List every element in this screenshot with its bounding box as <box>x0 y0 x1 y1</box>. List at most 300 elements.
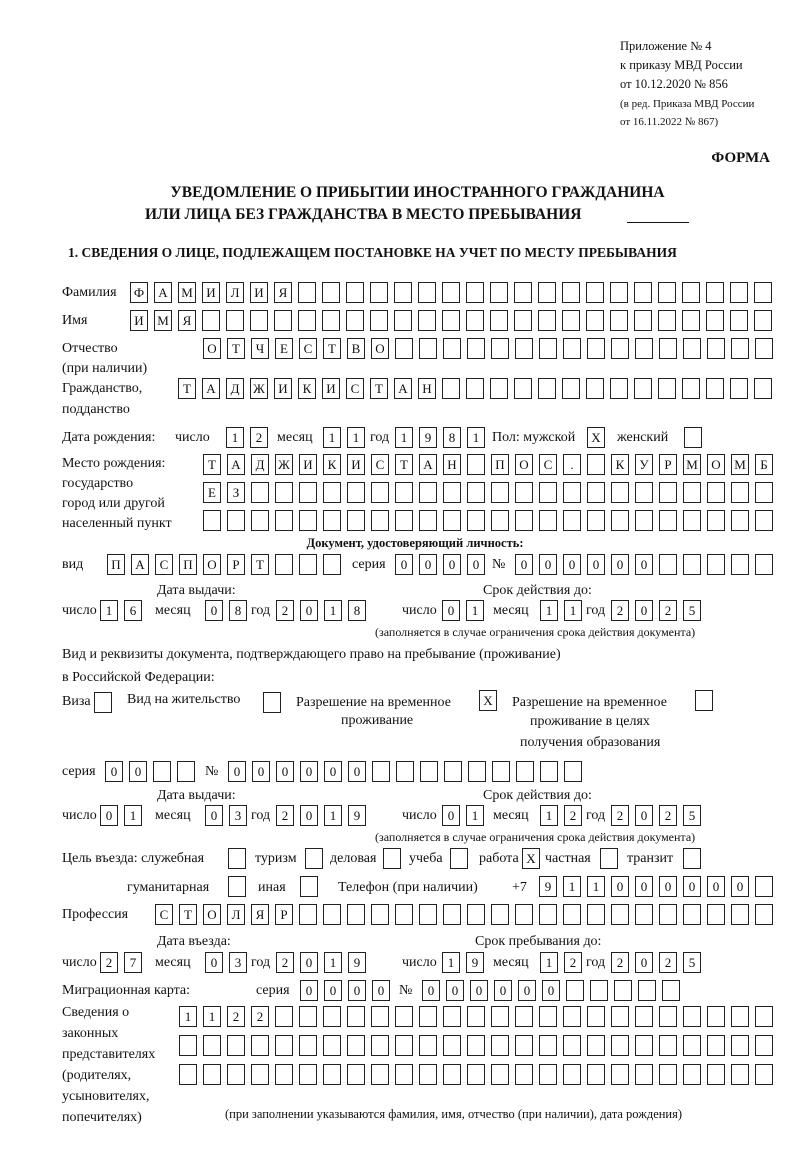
char-box[interactable]: 0 <box>324 980 342 1001</box>
char-box[interactable]: Л <box>226 282 244 303</box>
char-box[interactable]: М <box>683 454 701 475</box>
char-box[interactable] <box>707 510 725 531</box>
char-box[interactable] <box>635 1064 653 1085</box>
char-box[interactable] <box>323 904 341 925</box>
char-box[interactable] <box>755 904 773 925</box>
char-box[interactable]: 0 <box>419 554 437 575</box>
char-box[interactable] <box>707 1006 725 1027</box>
char-box[interactable] <box>683 510 701 531</box>
char-box[interactable] <box>731 338 749 359</box>
char-box[interactable]: 1 <box>323 427 341 448</box>
char-box[interactable]: О <box>707 454 725 475</box>
char-box[interactable]: 0 <box>470 980 488 1001</box>
char-box[interactable] <box>659 338 677 359</box>
char-box[interactable]: 1 <box>540 600 558 621</box>
char-box[interactable] <box>586 282 604 303</box>
char-box[interactable] <box>275 482 293 503</box>
char-box[interactable] <box>323 482 341 503</box>
char-box[interactable]: 0 <box>515 554 533 575</box>
char-box[interactable]: И <box>322 378 340 399</box>
char-box[interactable] <box>467 1064 485 1085</box>
char-box[interactable] <box>371 1035 389 1056</box>
char-box[interactable]: 0 <box>611 554 629 575</box>
char-box[interactable]: 0 <box>276 761 294 782</box>
char-box[interactable] <box>659 904 677 925</box>
char-box[interactable]: 1 <box>203 1006 221 1027</box>
char-box[interactable] <box>662 980 680 1001</box>
char-box[interactable] <box>755 482 773 503</box>
char-box[interactable]: Т <box>178 378 196 399</box>
char-box[interactable] <box>731 904 749 925</box>
char-box[interactable] <box>707 1064 725 1085</box>
char-box[interactable] <box>587 454 605 475</box>
char-box[interactable]: 9 <box>348 952 366 973</box>
char-box[interactable] <box>274 310 292 331</box>
char-box[interactable]: 3 <box>229 952 247 973</box>
char-box[interactable] <box>443 904 461 925</box>
char-box[interactable] <box>563 1064 581 1085</box>
char-box[interactable]: Я <box>178 310 196 331</box>
char-box[interactable] <box>635 904 653 925</box>
place-type-blank[interactable] <box>627 222 689 223</box>
char-box[interactable] <box>250 310 268 331</box>
char-box[interactable] <box>395 1006 413 1027</box>
char-box[interactable] <box>227 1035 245 1056</box>
char-box[interactable] <box>299 1035 317 1056</box>
char-box[interactable] <box>610 282 628 303</box>
char-box[interactable] <box>323 554 341 575</box>
char-box[interactable] <box>587 904 605 925</box>
char-box[interactable]: 0 <box>300 952 318 973</box>
char-box[interactable] <box>450 848 468 869</box>
char-box[interactable] <box>566 980 584 1001</box>
char-box[interactable] <box>419 904 437 925</box>
char-box[interactable] <box>251 510 269 531</box>
char-box[interactable]: 0 <box>635 554 653 575</box>
char-box[interactable] <box>202 310 220 331</box>
char-box[interactable] <box>466 282 484 303</box>
char-box[interactable] <box>683 554 701 575</box>
char-box[interactable]: 2 <box>227 1006 245 1027</box>
char-box[interactable] <box>707 904 725 925</box>
char-box[interactable] <box>419 1006 437 1027</box>
char-box[interactable]: 8 <box>443 427 461 448</box>
char-box[interactable] <box>731 1006 749 1027</box>
char-box[interactable] <box>730 310 748 331</box>
char-box[interactable]: 0 <box>518 980 536 1001</box>
char-box[interactable] <box>707 1035 725 1056</box>
char-box[interactable] <box>466 310 484 331</box>
char-box[interactable]: 2 <box>100 952 118 973</box>
char-box[interactable]: 1 <box>179 1006 197 1027</box>
char-box[interactable] <box>347 1035 365 1056</box>
char-box[interactable]: В <box>347 338 365 359</box>
char-box[interactable] <box>251 1064 269 1085</box>
char-box[interactable]: О <box>203 554 221 575</box>
char-box[interactable] <box>539 1035 557 1056</box>
char-box[interactable] <box>600 848 618 869</box>
char-box[interactable] <box>683 848 701 869</box>
char-box[interactable] <box>515 510 533 531</box>
char-box[interactable]: С <box>299 338 317 359</box>
char-box[interactable] <box>203 510 221 531</box>
char-box[interactable]: 2 <box>276 600 294 621</box>
char-box[interactable]: 0 <box>348 980 366 1001</box>
char-box[interactable] <box>323 510 341 531</box>
char-box[interactable] <box>490 310 508 331</box>
char-box[interactable]: 1 <box>467 427 485 448</box>
char-box[interactable]: 2 <box>659 805 677 826</box>
char-box[interactable] <box>730 282 748 303</box>
char-box[interactable]: 0 <box>228 761 246 782</box>
char-box[interactable]: 1 <box>442 952 460 973</box>
char-box[interactable]: 0 <box>635 805 653 826</box>
char-box[interactable]: А <box>227 454 245 475</box>
char-box[interactable] <box>514 282 532 303</box>
char-box[interactable]: И <box>202 282 220 303</box>
char-box[interactable] <box>323 1035 341 1056</box>
char-box[interactable] <box>467 454 485 475</box>
char-box[interactable] <box>299 554 317 575</box>
char-box[interactable] <box>298 282 316 303</box>
char-box[interactable] <box>707 338 725 359</box>
char-box[interactable] <box>563 510 581 531</box>
char-box[interactable] <box>755 510 773 531</box>
char-box[interactable] <box>659 1064 677 1085</box>
char-box[interactable] <box>634 282 652 303</box>
char-box[interactable]: 0 <box>542 980 560 1001</box>
char-box[interactable] <box>347 510 365 531</box>
char-box[interactable] <box>420 761 438 782</box>
char-box[interactable] <box>586 378 604 399</box>
char-box[interactable] <box>275 510 293 531</box>
char-box[interactable]: 0 <box>395 554 413 575</box>
char-box[interactable] <box>539 1006 557 1027</box>
char-box[interactable] <box>491 1035 509 1056</box>
char-box[interactable] <box>755 1006 773 1027</box>
char-box[interactable] <box>227 1064 245 1085</box>
char-box[interactable] <box>515 1064 533 1085</box>
char-box[interactable] <box>515 338 533 359</box>
char-box[interactable]: Я <box>251 904 269 925</box>
char-box[interactable] <box>515 904 533 925</box>
char-box[interactable] <box>539 482 557 503</box>
char-box[interactable]: 9 <box>466 952 484 973</box>
char-box[interactable]: 2 <box>659 952 677 973</box>
char-box[interactable] <box>419 510 437 531</box>
char-box[interactable] <box>706 378 724 399</box>
char-box[interactable] <box>731 1035 749 1056</box>
char-box[interactable]: 8 <box>229 600 247 621</box>
char-box[interactable]: 0 <box>324 761 342 782</box>
char-box[interactable]: 0 <box>539 554 557 575</box>
char-box[interactable]: 9 <box>419 427 437 448</box>
char-box[interactable]: 2 <box>251 1006 269 1027</box>
char-box[interactable] <box>323 1006 341 1027</box>
char-box[interactable]: С <box>155 904 173 925</box>
char-box[interactable]: 2 <box>611 600 629 621</box>
char-box[interactable]: 0 <box>205 805 223 826</box>
char-box[interactable] <box>323 1064 341 1085</box>
char-box[interactable] <box>179 1064 197 1085</box>
char-box[interactable]: 1 <box>563 876 581 897</box>
char-box[interactable] <box>371 482 389 503</box>
char-box[interactable] <box>346 282 364 303</box>
char-box[interactable]: 0 <box>563 554 581 575</box>
char-box[interactable] <box>586 310 604 331</box>
char-box[interactable] <box>658 378 676 399</box>
char-box[interactable] <box>635 1006 653 1027</box>
char-box[interactable] <box>490 378 508 399</box>
char-box[interactable]: А <box>394 378 412 399</box>
char-box[interactable] <box>371 510 389 531</box>
char-box[interactable] <box>706 310 724 331</box>
char-box[interactable] <box>754 310 772 331</box>
char-box[interactable]: С <box>539 454 557 475</box>
char-box[interactable] <box>94 692 112 713</box>
char-box[interactable]: 1 <box>466 805 484 826</box>
char-box[interactable]: 0 <box>443 554 461 575</box>
char-box[interactable] <box>442 378 460 399</box>
char-box[interactable]: О <box>515 454 533 475</box>
char-box[interactable] <box>538 282 556 303</box>
char-box[interactable] <box>563 482 581 503</box>
char-box[interactable] <box>563 904 581 925</box>
char-box[interactable]: 1 <box>540 805 558 826</box>
char-box[interactable]: О <box>203 904 221 925</box>
char-box[interactable] <box>515 1006 533 1027</box>
char-box[interactable]: 1 <box>324 805 342 826</box>
char-box[interactable] <box>731 482 749 503</box>
char-box[interactable]: 1 <box>540 952 558 973</box>
char-box[interactable] <box>515 482 533 503</box>
char-box[interactable]: 2 <box>611 952 629 973</box>
char-box[interactable] <box>203 1035 221 1056</box>
char-box[interactable] <box>590 980 608 1001</box>
char-box[interactable] <box>587 1006 605 1027</box>
char-box[interactable]: Т <box>251 554 269 575</box>
char-box[interactable]: Т <box>179 904 197 925</box>
char-box[interactable]: С <box>371 454 389 475</box>
char-box[interactable]: 1 <box>564 600 582 621</box>
char-box[interactable] <box>442 310 460 331</box>
char-box[interactable]: 0 <box>635 952 653 973</box>
char-box[interactable] <box>516 761 534 782</box>
char-box[interactable]: Т <box>395 454 413 475</box>
char-box[interactable] <box>614 980 632 1001</box>
char-box[interactable] <box>227 510 245 531</box>
char-box[interactable]: Ф <box>130 282 148 303</box>
char-box[interactable] <box>467 904 485 925</box>
char-box[interactable] <box>299 1064 317 1085</box>
char-box[interactable]: 2 <box>611 805 629 826</box>
char-box[interactable] <box>539 510 557 531</box>
char-box[interactable] <box>539 338 557 359</box>
char-box[interactable] <box>305 848 323 869</box>
char-box[interactable]: 2 <box>659 600 677 621</box>
char-box[interactable] <box>492 761 510 782</box>
char-box[interactable] <box>564 761 582 782</box>
char-box[interactable]: . <box>563 454 581 475</box>
char-box[interactable]: Т <box>323 338 341 359</box>
char-box[interactable]: К <box>323 454 341 475</box>
char-box[interactable] <box>371 904 389 925</box>
char-box[interactable]: Т <box>227 338 245 359</box>
char-box[interactable] <box>300 876 318 897</box>
char-box[interactable]: 0 <box>467 554 485 575</box>
char-box[interactable] <box>371 1006 389 1027</box>
char-box[interactable] <box>658 282 676 303</box>
char-box[interactable]: 0 <box>252 761 270 782</box>
char-box[interactable]: Т <box>370 378 388 399</box>
char-box[interactable]: 0 <box>635 876 653 897</box>
char-box[interactable]: 0 <box>300 980 318 1001</box>
char-box[interactable] <box>395 1064 413 1085</box>
char-box[interactable] <box>466 378 484 399</box>
char-box[interactable] <box>467 482 485 503</box>
char-box[interactable] <box>467 338 485 359</box>
char-box[interactable]: 5 <box>683 805 701 826</box>
char-box[interactable] <box>611 904 629 925</box>
char-box[interactable]: 5 <box>683 952 701 973</box>
char-box[interactable]: 0 <box>442 600 460 621</box>
char-box[interactable]: 1 <box>587 876 605 897</box>
char-box[interactable]: 0 <box>442 805 460 826</box>
char-box[interactable] <box>491 1064 509 1085</box>
char-box[interactable]: Н <box>418 378 436 399</box>
char-box[interactable] <box>298 310 316 331</box>
char-box[interactable]: 2 <box>276 805 294 826</box>
char-box[interactable] <box>611 510 629 531</box>
char-box[interactable] <box>659 1006 677 1027</box>
char-box[interactable]: У <box>635 454 653 475</box>
char-box[interactable] <box>275 1064 293 1085</box>
char-box[interactable] <box>707 554 725 575</box>
char-box[interactable]: 0 <box>659 876 677 897</box>
char-box[interactable] <box>394 310 412 331</box>
char-box[interactable]: 9 <box>539 876 557 897</box>
char-box[interactable] <box>587 1035 605 1056</box>
char-box[interactable] <box>443 1006 461 1027</box>
char-box[interactable] <box>370 282 388 303</box>
char-box[interactable] <box>562 282 580 303</box>
char-box[interactable]: 1 <box>466 600 484 621</box>
char-box[interactable]: 0 <box>731 876 749 897</box>
char-box[interactable]: И <box>299 454 317 475</box>
char-box[interactable] <box>347 1064 365 1085</box>
char-box[interactable]: 2 <box>250 427 268 448</box>
char-box[interactable] <box>346 310 364 331</box>
char-box[interactable] <box>754 378 772 399</box>
char-box[interactable] <box>659 482 677 503</box>
char-box[interactable]: 2 <box>564 805 582 826</box>
char-box[interactable] <box>419 1064 437 1085</box>
char-box[interactable] <box>153 761 171 782</box>
char-box[interactable] <box>659 510 677 531</box>
char-box[interactable]: 3 <box>229 805 247 826</box>
char-box[interactable] <box>755 876 773 897</box>
char-box[interactable] <box>755 1064 773 1085</box>
char-box[interactable] <box>754 282 772 303</box>
char-box[interactable]: X <box>479 690 497 711</box>
char-box[interactable] <box>587 482 605 503</box>
char-box[interactable] <box>683 1035 701 1056</box>
char-box[interactable] <box>177 761 195 782</box>
char-box[interactable] <box>538 378 556 399</box>
char-box[interactable] <box>538 310 556 331</box>
char-box[interactable]: С <box>155 554 173 575</box>
char-box[interactable] <box>562 310 580 331</box>
char-box[interactable] <box>203 1064 221 1085</box>
char-box[interactable] <box>491 510 509 531</box>
char-box[interactable] <box>682 378 700 399</box>
char-box[interactable] <box>611 1064 629 1085</box>
char-box[interactable] <box>635 338 653 359</box>
char-box[interactable]: X <box>522 848 540 869</box>
char-box[interactable] <box>540 761 558 782</box>
char-box[interactable] <box>683 482 701 503</box>
char-box[interactable]: И <box>130 310 148 331</box>
char-box[interactable]: 1 <box>100 600 118 621</box>
char-box[interactable] <box>491 904 509 925</box>
char-box[interactable]: 0 <box>587 554 605 575</box>
char-box[interactable]: 0 <box>683 876 701 897</box>
char-box[interactable] <box>418 282 436 303</box>
char-box[interactable]: 1 <box>324 600 342 621</box>
char-box[interactable] <box>730 378 748 399</box>
char-box[interactable] <box>395 510 413 531</box>
char-box[interactable] <box>322 282 340 303</box>
char-box[interactable]: Р <box>275 904 293 925</box>
char-box[interactable] <box>228 848 246 869</box>
char-box[interactable] <box>659 554 677 575</box>
char-box[interactable] <box>514 378 532 399</box>
char-box[interactable] <box>611 338 629 359</box>
char-box[interactable] <box>611 1006 629 1027</box>
char-box[interactable] <box>418 310 436 331</box>
char-box[interactable]: 0 <box>348 761 366 782</box>
char-box[interactable] <box>443 1035 461 1056</box>
char-box[interactable]: 0 <box>205 600 223 621</box>
char-box[interactable] <box>467 510 485 531</box>
char-box[interactable] <box>443 510 461 531</box>
char-box[interactable] <box>610 310 628 331</box>
char-box[interactable]: З <box>227 482 245 503</box>
char-box[interactable] <box>638 980 656 1001</box>
char-box[interactable]: П <box>107 554 125 575</box>
char-box[interactable]: Л <box>227 904 245 925</box>
char-box[interactable]: И <box>250 282 268 303</box>
char-box[interactable] <box>491 1006 509 1027</box>
char-box[interactable]: М <box>731 454 749 475</box>
char-box[interactable]: Е <box>203 482 221 503</box>
char-box[interactable] <box>347 482 365 503</box>
char-box[interactable] <box>587 338 605 359</box>
char-box[interactable]: 0 <box>422 980 440 1001</box>
char-box[interactable] <box>563 1006 581 1027</box>
char-box[interactable] <box>731 510 749 531</box>
char-box[interactable] <box>731 554 749 575</box>
char-box[interactable] <box>443 1064 461 1085</box>
char-box[interactable]: Е <box>275 338 293 359</box>
char-box[interactable]: Т <box>203 454 221 475</box>
char-box[interactable] <box>515 1035 533 1056</box>
char-box[interactable]: 1 <box>124 805 142 826</box>
char-box[interactable]: 9 <box>348 805 366 826</box>
char-box[interactable]: 1 <box>226 427 244 448</box>
char-box[interactable]: 0 <box>494 980 512 1001</box>
char-box[interactable] <box>563 338 581 359</box>
